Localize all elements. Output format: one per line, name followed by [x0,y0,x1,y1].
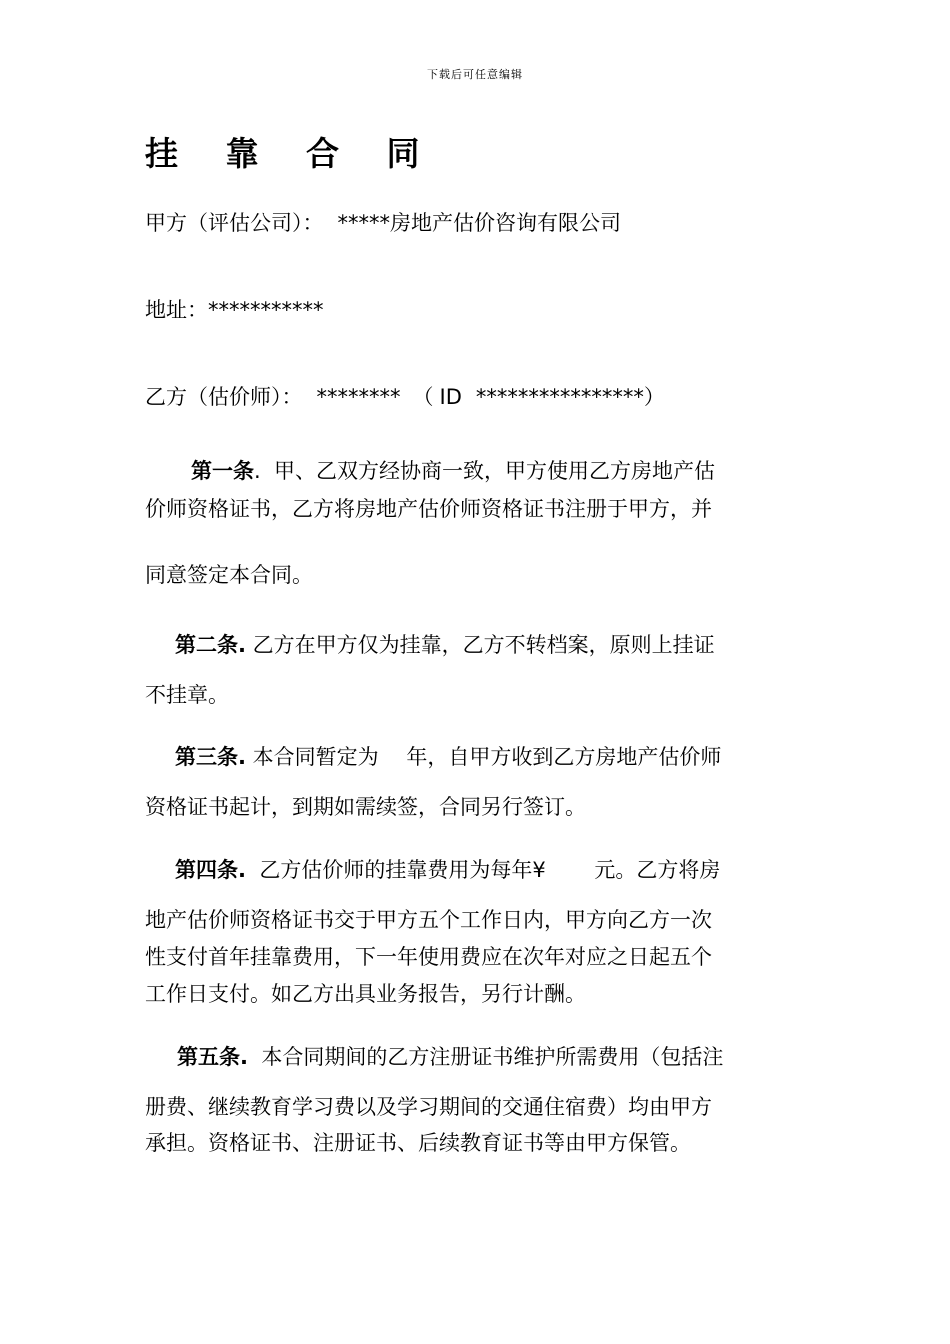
article-2-sep: . [238,633,246,657]
article-1-line-2: 价师资格证书，乙方将房地产估价师资格证书注册于甲方，并 [145,497,712,521]
party-a-value: *****房地产估价咨询有限公司 [337,211,621,235]
article-1-line-3: 同意签定本合同。 [145,563,313,587]
article-1-text-1: 甲、乙双方经协商一致，甲方使用乙方房地产估 [274,459,716,483]
party-b-line [145,381,665,411]
article-5-sep: . [240,1045,248,1069]
article-2-line-1 [175,629,715,659]
address-value: *********** [208,298,324,322]
article-4-line-2: 地产估价师资格证书交于甲方五个工作日内，甲方向乙方一次 [145,908,712,932]
article-4-heading: 第四条 [175,858,238,882]
article-3-sep: . [238,745,246,769]
article-4-sep: . [238,858,246,882]
article-3-heading: 第三条 [175,745,238,769]
party-b-id-open: （ [412,385,434,409]
article-2-heading: 第二条 [175,633,238,657]
party-b-label: 乙方（估价师）： [145,385,303,409]
address-line [145,294,324,324]
article-2-line-2: 不挂章。 [145,683,229,707]
party-b-id-label: ID [439,385,462,409]
address-label: 地址： [145,298,208,322]
header-note: 下载后可任意编辑 [427,68,523,81]
article-4-line-3: 性支付首年挂靠费用，下一年使用费应在次年对应之日起五个 [145,945,712,969]
document-title: 挂 靠 合 同 [145,134,438,173]
article-5-line-3: 承担。资格证书、注册证书、后续教育证书等由甲方保管。 [145,1131,691,1155]
party-a-label: 甲方（评估公司）： [145,211,324,235]
article-3-line-2: 资格证书起计，到期如需续签，合同另行签订。 [145,795,586,819]
article-1-sep: . [254,459,261,483]
article-4-line-4: 工作日支付。如乙方出具业务报告，另行计酬。 [145,982,586,1006]
article-5-line-1 [177,1041,723,1071]
article-2-text-1: 乙方在甲方仅为挂靠，乙方不转档案，原则上挂证 [252,633,715,657]
article-1-line-1 [191,455,715,485]
article-1-heading: 第一条 [191,459,254,483]
article-3-line-1 [175,741,721,771]
party-a-line [145,207,621,237]
party-b-id-value: ****************） [475,385,665,409]
article-5-text-1: 本合同期间的乙方注册证书维护所需费用（包括注 [261,1045,724,1069]
article-5-heading: 第五条 [177,1045,240,1069]
article-5-line-2: 册费、继续教育学习费以及学习期间的交通住宿费）均由甲方 [145,1095,712,1119]
article-3-text-1: 本合同暂定为 年，自甲方收到乙方房地产估价师 [252,745,722,769]
article-4-line-1 [175,854,720,884]
party-b-value: ******** [316,385,401,409]
article-4-text-1: 乙方估价师的挂靠费用为每年¥ 元。乙方将房 [259,858,721,882]
